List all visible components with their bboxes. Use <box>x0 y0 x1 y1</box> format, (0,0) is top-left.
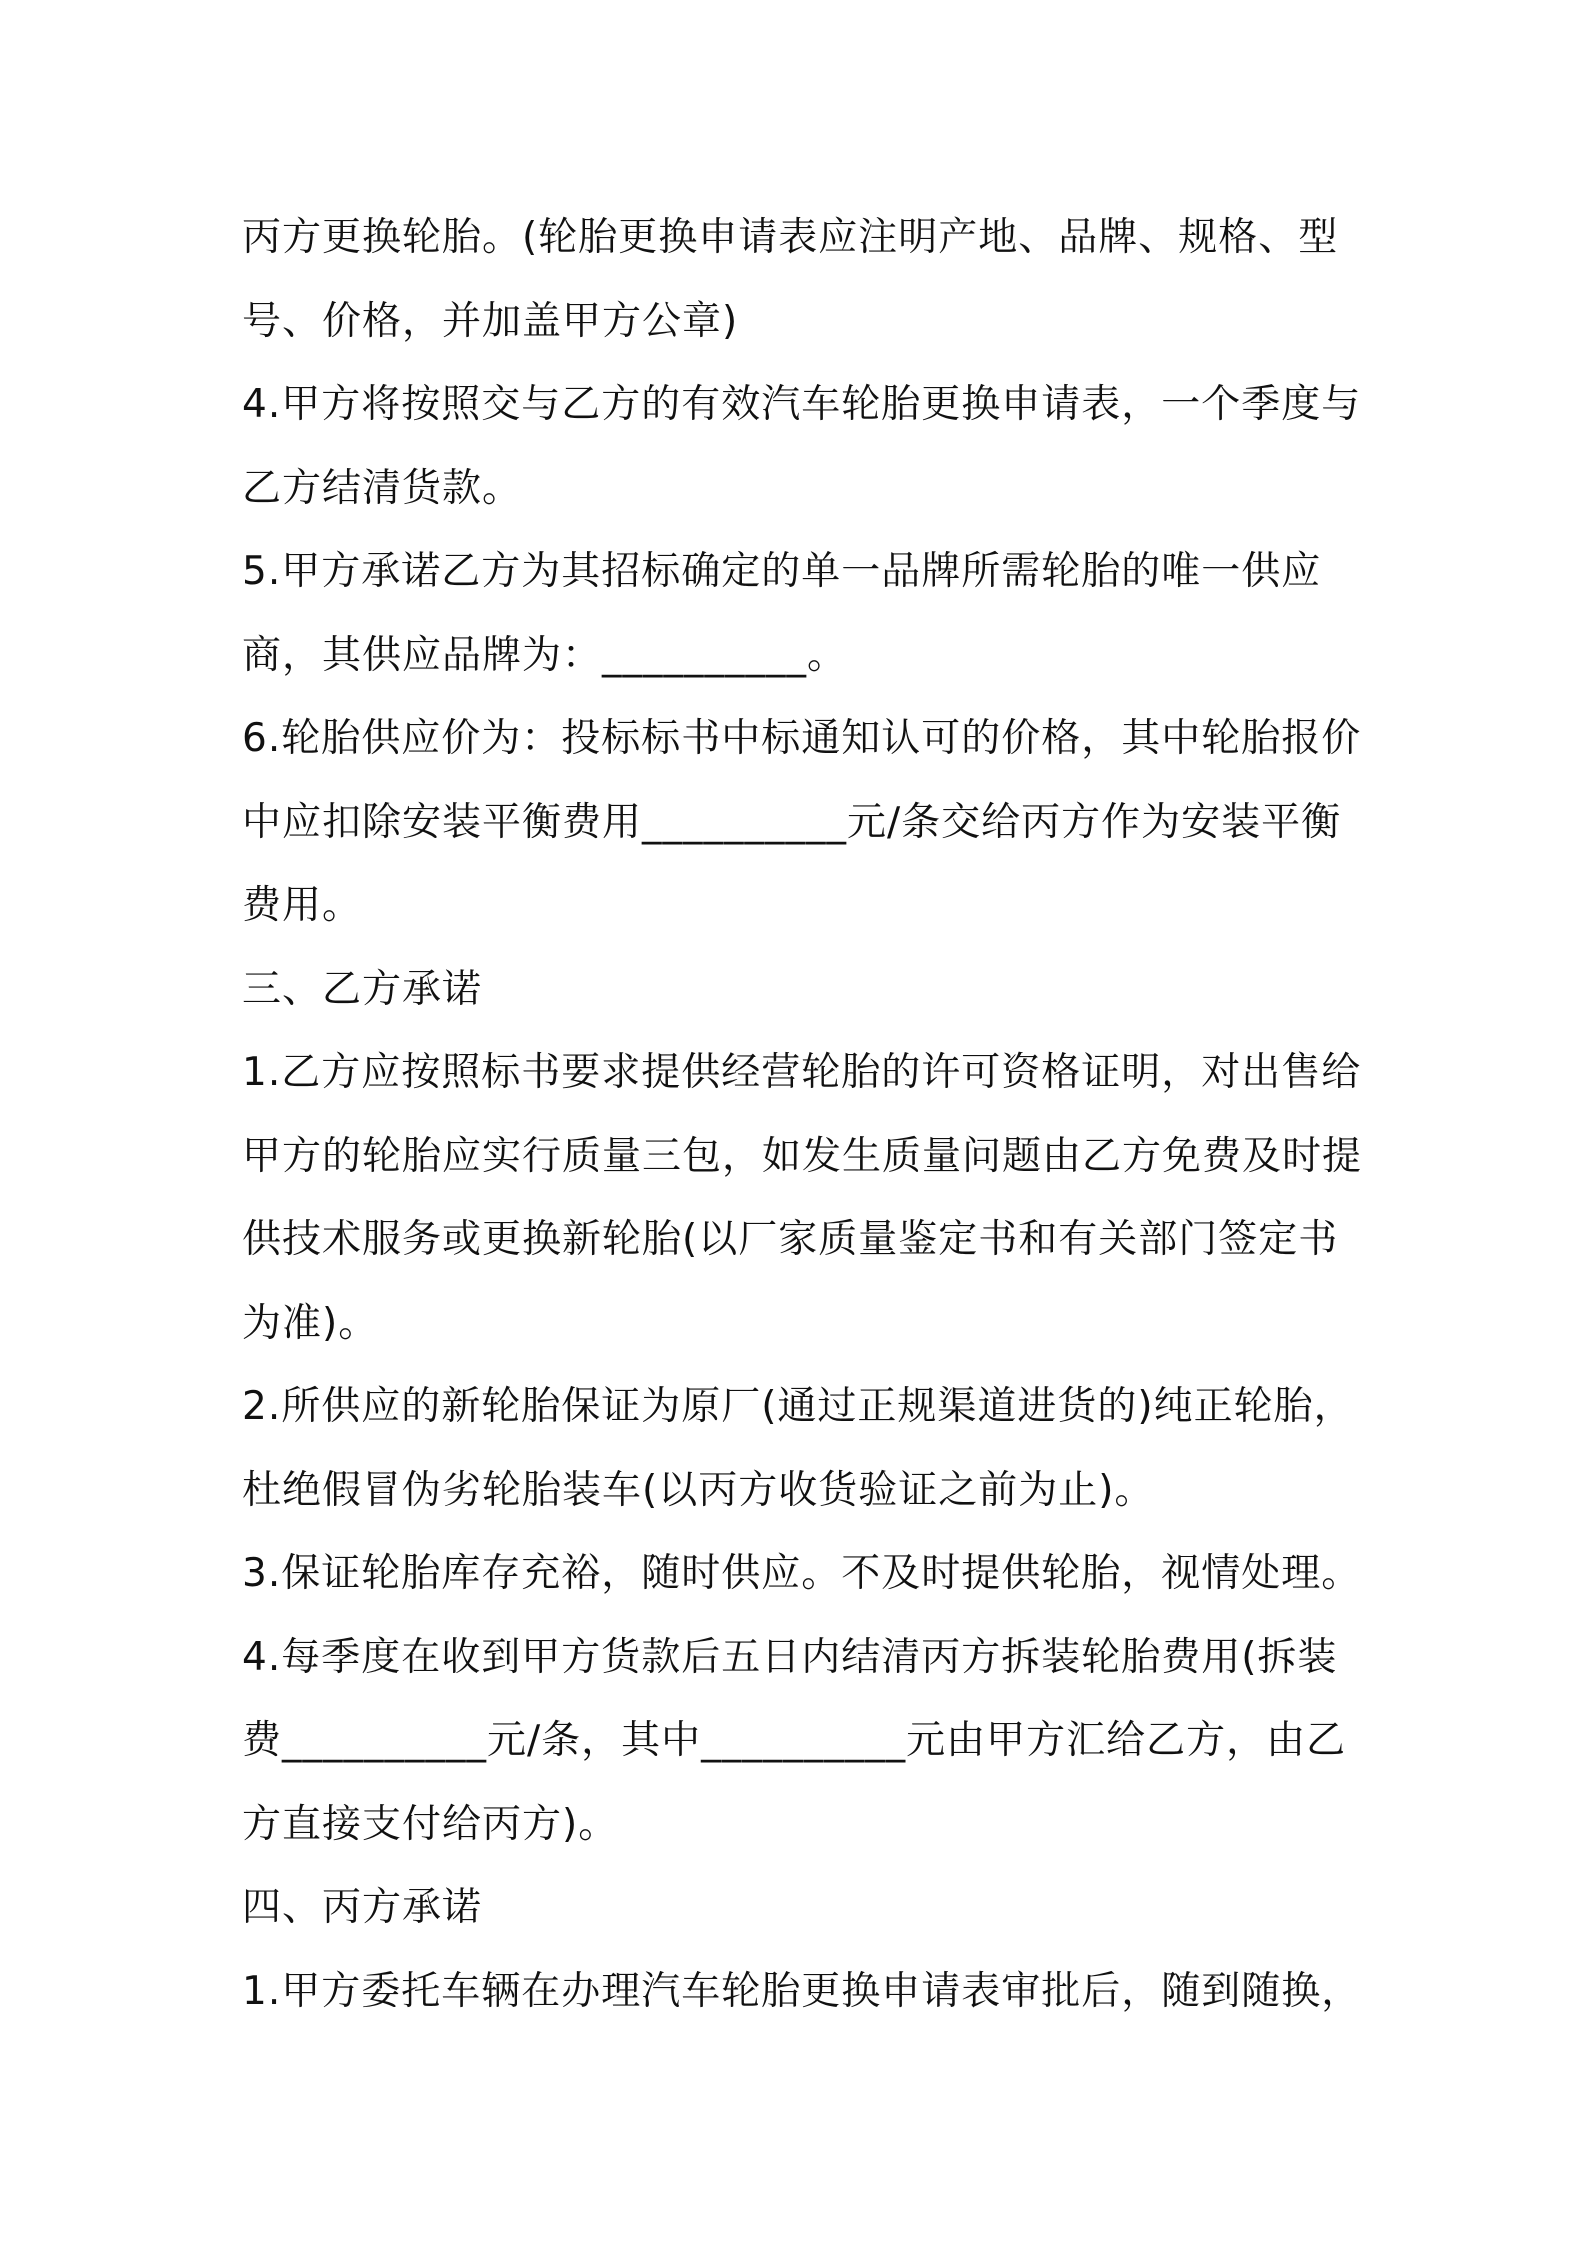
text-line: 供技术服务或更换新轮胎(以厂家质量鉴定书和有关部门签定书 <box>242 1217 1339 1262</box>
text-line: 中应扣除安装平衡费用__________元/条交给丙方作为安装平衡 <box>242 799 1342 845</box>
section-heading: 四、丙方承诺 <box>242 1885 483 1930</box>
clause-1-line: 1.甲方委托车辆在办理汽车轮胎更换申请表审批后，随到随换， <box>242 1968 1362 2014</box>
clause-4-line: 4.甲方将按照交与乙方的有效汽车轮胎更换申请表，一个季度与 <box>242 382 1362 427</box>
clause-2-line: 2.所供应的新轮胎保证为原厂(通过正规渠道进货的)纯正轮胎， <box>242 1384 1354 1429</box>
clause-4-line: 4.每季度在收到甲方货款后五日内结清丙方拆装轮胎费用(拆装 <box>242 1634 1338 1680</box>
text-line: 商，其供应品牌为：__________。 <box>242 632 848 678</box>
text-line: 丙方更换轮胎。(轮胎更换申请表应注明产地、品牌、规格、型 <box>242 215 1339 260</box>
text-line: 乙方结清货款。 <box>242 465 523 511</box>
text-line: 甲方的轮胎应实行质量三包，如发生质量问题由乙方免费及时提 <box>242 1133 1363 1179</box>
text-line: 为准)。 <box>242 1300 379 1346</box>
text-line: 方直接支付给丙方)。 <box>242 1801 619 1847</box>
text-line: 杜绝假冒伪劣轮胎装车(以丙方收货验证之前为止)。 <box>242 1467 1155 1513</box>
document-body <box>242 196 1363 2033</box>
clause-6-line: 6.轮胎供应价为：投标标书中标通知认可的价格，其中轮胎报价 <box>242 716 1362 761</box>
clause-3-line: 3.保证轮胎库存充裕，随时供应。不及时提供轮胎，视情处理。 <box>242 1551 1362 1596</box>
text-line: 号、价格，并加盖甲方公章) <box>242 298 739 344</box>
text-line: 费__________元/条，其中__________元由甲方汇给乙方，由乙 <box>242 1718 1347 1763</box>
clause-5-line: 5.甲方承诺乙方为其招标确定的单一品牌所需轮胎的唯一供应 <box>242 549 1322 594</box>
clause-1-line: 1.乙方应按照标书要求提供经营轮胎的许可资格证明，对出售给 <box>242 1050 1362 1095</box>
text-line: 费用。 <box>242 883 363 928</box>
section-heading: 三、乙方承诺 <box>242 966 483 1012</box>
